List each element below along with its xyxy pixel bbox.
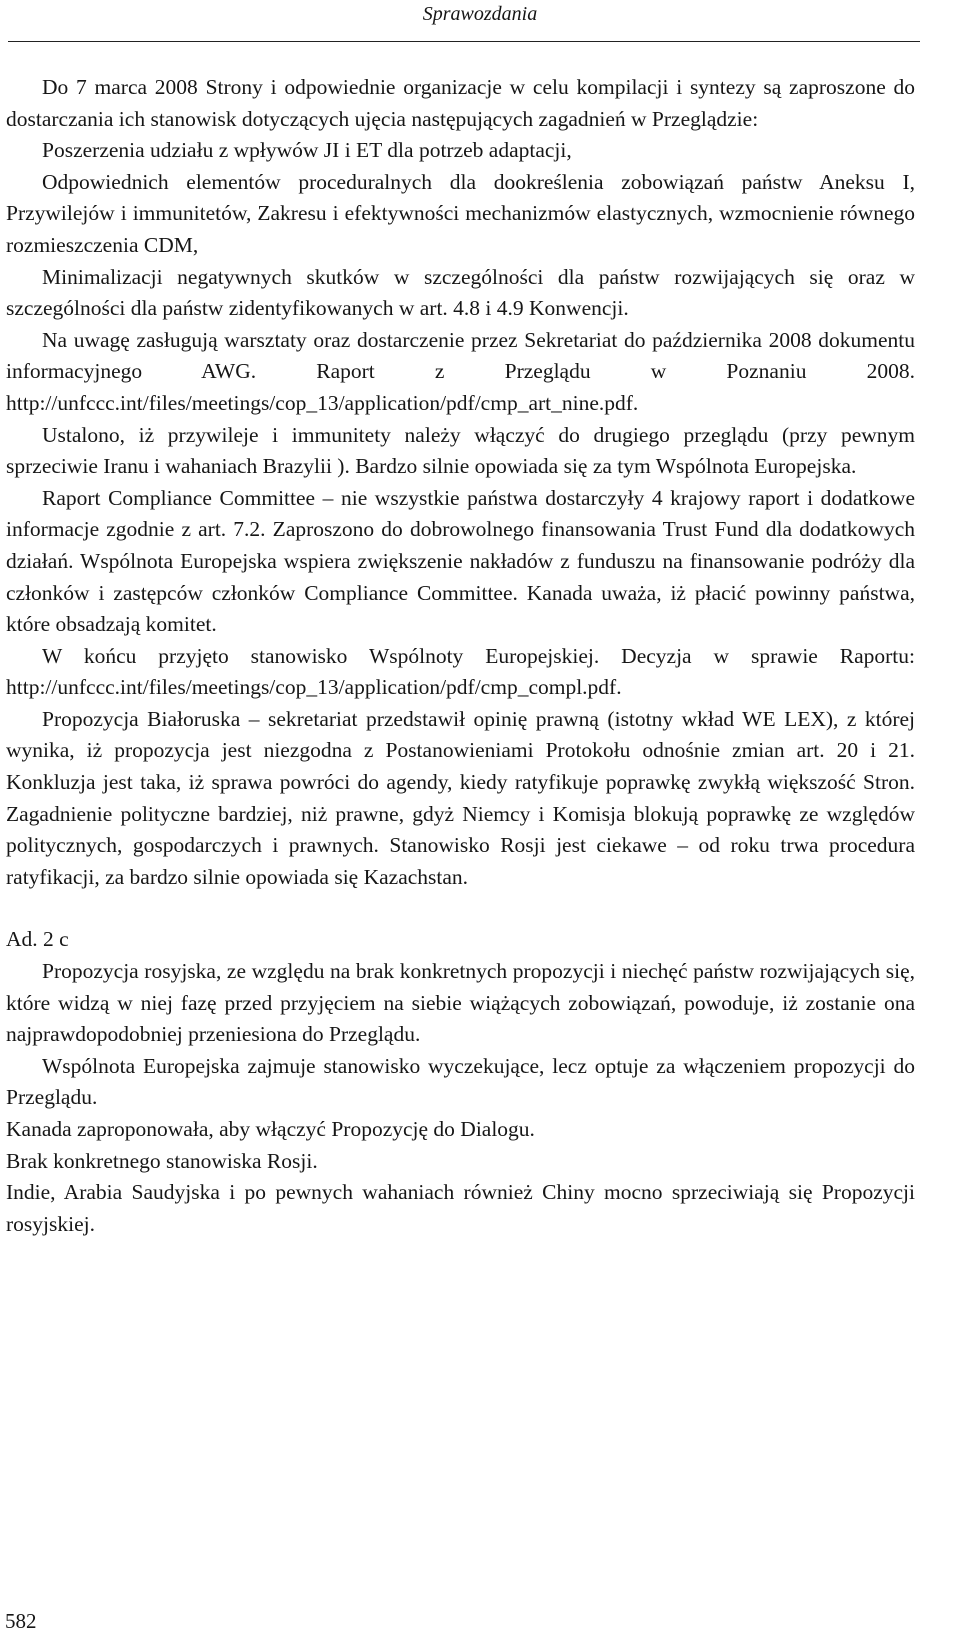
page-number: 582	[5, 1609, 37, 1633]
paragraph-decision: W końcu przyjęto stanowisko Wspólnoty Europejskiej. Decyzja w sprawie Raportu: http://unfccc.int/files/meetings/cop_13/application/pdf/cmp_compl.pdf.	[6, 643, 915, 700]
list-item-negative-effects: Minimalizacji negatywnych skutków w szczególności dla państw rozwijających się oraz w szczególności dla państw zidentyfikowanych w art. 4.8 i 4.9 Konwencji.	[6, 264, 915, 321]
paragraph-canada: Kanada zaproponowała, aby włączyć Propozycję do Dialogu.	[6, 1117, 535, 1141]
paragraph-intro: Do 7 marca 2008 Strony i odpowiednie organizacje w celu kompilacji i syntezy są zaproszone do dostarczania ich stanowisk dotyczących ujęcia następujących zagadnień w Przeglądzie:	[6, 75, 915, 131]
paragraph-eu-position: Wspólnota Europejska zajmuje stanowisko wyczekujące, lecz optuje za włączeniem propozycji do Przeglądu.	[6, 1053, 915, 1110]
paragraph-india-saudi-china: Indie, Arabia Saudyjska i po pewnych wahaniach również Chiny mocno sprzeciwiają się Propozycji rosyjskiej.	[6, 1180, 915, 1236]
paragraph-compliance-committee: Raport Compliance Committee – nie wszystkie państwa dostarczyły 4 krajowy raport i dodatkowe informacje zgodnie z art. 7.2. Zaproszono do dobrowolnego finansowania Trust Fund dla dodatkowych działań. Wspólnota Europejska wspiera zwiększenie nakładów z funduszu na finansowanie podróży dla członków i zastępców członków Compliance Committee. Kanada uważa, iż płacić powinny państwa, które obsadzają komitet.	[6, 485, 915, 637]
paragraph-russia: Brak konkretnego stanowiska Rosji.	[6, 1148, 318, 1173]
paragraph-workshops: Na uwagę zasługują warsztaty oraz dostarczenie przez Sekretariat do października 2008 dokumentu informacyjnego AWG. Raport z Przeglądu w Poznaniu 2008. http://unfccc.int/files/meetings/cop_13/application/pdf/cmp_art_nine.pdf.	[6, 327, 915, 415]
header-divider	[8, 41, 920, 42]
running-header-title: Sprawozdania	[422, 3, 538, 25]
list-item-ji-et: Poszerzenia udziału z wpływów JI i ET dla potrzeb adaptacji,	[42, 138, 572, 163]
paragraph-belarus-proposal: Propozycja Białoruska – sekretariat przedstawił opinię prawną (istotny wkład WE LEX), z której wynika, iż propozycja jest niezgodna z Postanowieniami Protokołu odnośnie zmian art. 20 i 21. Konkluzja jest taka, iż sprawa powróci do agendy, kiedy ratyfikuje poprawkę zwykłą większość Stron. Zagadnienie polityczne bardziej, niż prawne, gdyż Niemcy i Komisja blokują poprawkę ze względów politycznych, gospodarczych i prawnych. Stanowisko Rosji jest ciekawe – od roku trwa procedura ratyfikacji, za bardzo silnie opowiada się Kazachstan.	[6, 706, 915, 889]
paragraph-privileges: Ustalono, iż przywileje i immunitety należy włączyć do drugiego przeglądu (przy pewnym sprzeciwie Iranu i wahaniach Brazylii ). Bardzo silnie opowiada się za tym Wspólnota Europejska.	[6, 422, 915, 479]
section-heading-ad-2c: Ad. 2 c	[6, 927, 69, 952]
document-body	[6, 72, 915, 1240]
paragraph-russian-proposal: Propozycja rosyjska, ze względu na brak konkretnych propozycji i niechęć państw rozwijających się, które widzą w niej fazę przed przyjęciem na siebie wiążących zobowiązań, powoduje, iż zostanie ona najprawdopodobniej przeniesiona do Przeglądu.	[6, 959, 915, 1047]
list-item-procedural-elements: Odpowiednich elementów proceduralnych dla dookreślenia zobowiązań państw Aneksu I, Przywilejów i immunitetów, Zakresu i efektywności mechanizmów elastycznych, wzmocnienie równego rozmieszczenia CDM,	[6, 169, 915, 257]
